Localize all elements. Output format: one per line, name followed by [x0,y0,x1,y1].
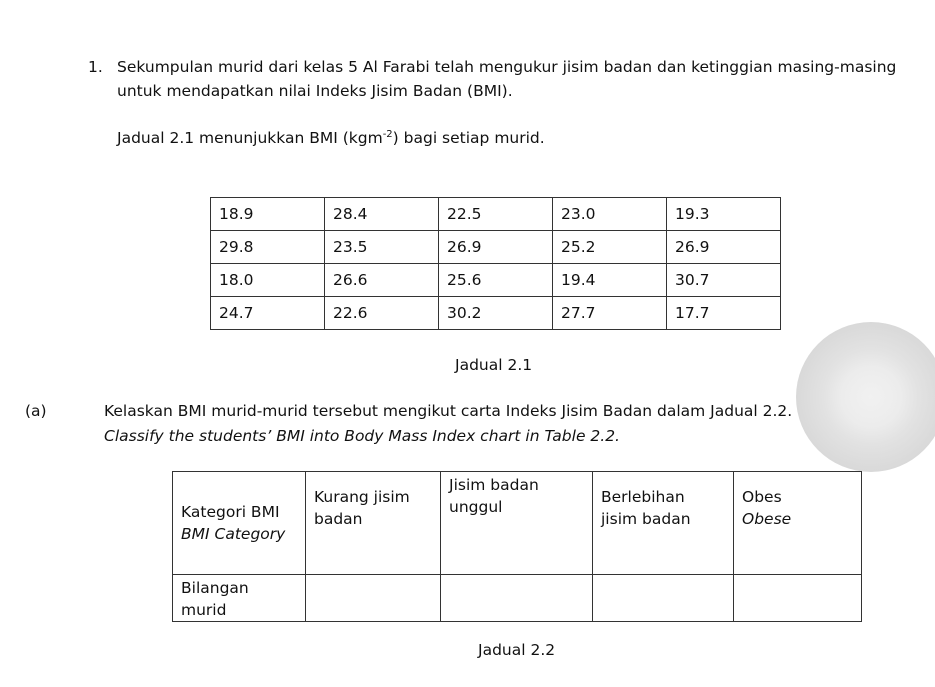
table-row [211,264,781,297]
row-label: murid [181,601,227,619]
table-intro-text-end: ) bagi setiap murid. [392,129,545,147]
table-intro-text: Jadual 2.1 menunjukkan BMI (kgm [117,129,383,147]
table-cell: 25.6 [439,264,553,297]
bmi-data-table [210,197,781,330]
underweight-header-cell [306,472,441,575]
category-header-label-english: BMI Category [181,525,286,543]
answer-cell-obese[interactable] [734,575,862,622]
table-header-row [173,472,862,575]
part-a-instruction-english: Classify the students’ BMI into Body Mass Index chart in Table 2.2. [104,427,620,445]
bmi-category-table [172,471,862,622]
table-cell: 27.7 [553,297,667,330]
table-cell: 22.5 [439,198,553,231]
table-cell: 23.5 [325,231,439,264]
question-text-line1: Sekumpulan murid dari kelas 5 Al Farabi telah mengukur jisim badan dan ketinggian masing-masing [117,58,897,76]
table-cell: 26.9 [667,231,781,264]
answer-cell-overweight[interactable] [593,575,734,622]
table-row [211,231,781,264]
table-cell: 26.6 [325,264,439,297]
category-header-label: Kategori BMI [181,503,280,521]
row-label: Bilangan [181,579,249,597]
question-text-line2: untuk mendapatkan nilai Indeks Jisim Badan (BMI). [117,82,513,100]
table-intro [117,129,545,147]
table-cell: 30.7 [667,264,781,297]
ideal-weight-header-cell [441,472,593,575]
header-label: Obes [742,488,782,506]
table2-caption: Jadual 2.2 [478,641,556,659]
header-label: Kurang jisim [314,488,410,506]
answer-cell-ideal[interactable] [441,575,593,622]
table-cell: 18.0 [211,264,325,297]
table-cell: 18.9 [211,198,325,231]
table-cell: 25.2 [553,231,667,264]
table-cell: 23.0 [553,198,667,231]
header-label: Jisim badan [449,476,539,494]
answer-cell-underweight[interactable] [306,575,441,622]
floating-circle-overlay[interactable] [796,322,935,472]
header-label: badan [314,510,363,528]
top-margin [0,0,935,18]
part-a-instruction: Kelaskan BMI murid-murid tersebut mengikut carta Indeks Jisim Badan dalam Jadual 2.2. [104,402,793,420]
table-cell: 19.4 [553,264,667,297]
table-cell: 30.2 [439,297,553,330]
header-label: Berlebihan [601,488,685,506]
question-number: 1. [88,58,103,76]
category-header-cell [173,472,306,575]
table-cell: 19.3 [667,198,781,231]
unit-exponent: -2 [382,128,393,140]
table1-caption: Jadual 2.1 [455,356,533,374]
table-cell: 29.8 [211,231,325,264]
header-label: jisim badan [601,510,691,528]
overweight-header-cell [593,472,734,575]
table-cell: 22.6 [325,297,439,330]
obese-header-cell [734,472,862,575]
table-row [211,198,781,231]
table-cell: 17.7 [667,297,781,330]
table-cell: 28.4 [325,198,439,231]
header-label-english: Obese [742,510,792,528]
part-a-label: (a) [25,402,47,420]
table-cell: 24.7 [211,297,325,330]
student-count-label-cell [173,575,306,622]
table-cell: 26.9 [439,231,553,264]
table-row [173,575,862,622]
table-row [211,297,781,330]
header-label: unggul [449,498,503,516]
